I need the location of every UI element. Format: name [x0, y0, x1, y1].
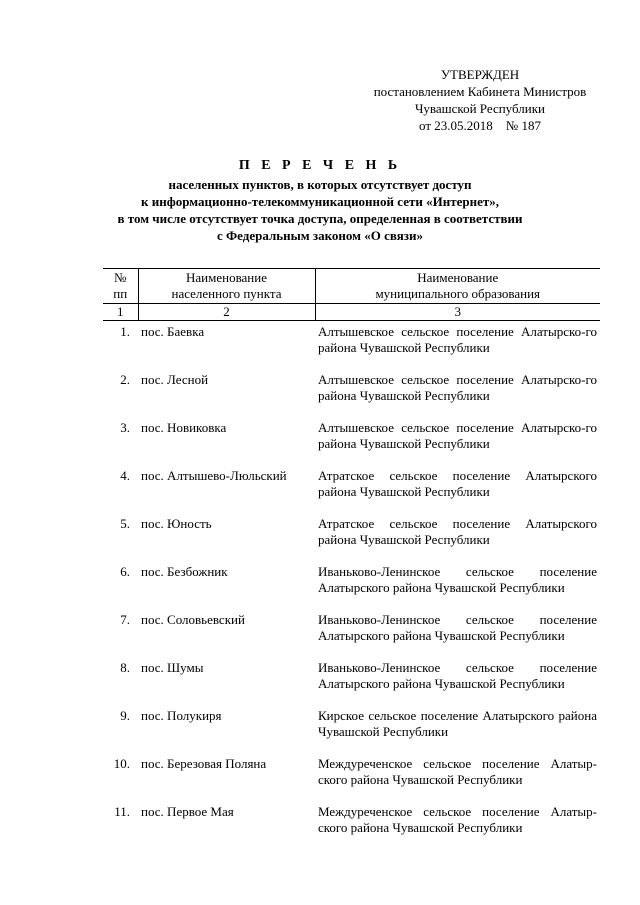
approval-republic: Чувашской Республики: [414, 101, 546, 116]
municipality-name: Междуреченское сельское поселение Алатыр-ского района Чувашской Республики: [318, 804, 597, 835]
header-settlement: Наименование населенного пункта: [138, 269, 315, 304]
approval-date-number: от 23.05.2018 № 187: [419, 118, 541, 133]
settlement-name: пос. Соловьевский: [141, 612, 245, 627]
municipality-name: Атратское сельское поселение Алатырского района Чувашской Республики: [318, 468, 597, 499]
table-row: [103, 705, 600, 753]
approval-stamp: [360, 66, 600, 134]
document-title: [60, 157, 580, 244]
municipality-name: Алтышевское сельское поселение Алатырско-го района Чувашской Республики: [318, 324, 597, 355]
column-number: 2: [138, 304, 315, 321]
table-row: [103, 801, 600, 849]
municipality-name: Иваньково-Ленинское сельское поселение Алатырского района Чувашской Республики: [318, 660, 597, 691]
table-row: [103, 609, 600, 657]
table-row: [103, 753, 600, 801]
settlement-name: пос. Алтышево-Люльский: [141, 468, 287, 483]
header-municipality: Наименование муниципального образования: [315, 269, 600, 304]
settlement-name: пос. Безбожник: [141, 564, 228, 579]
settlement-name: пос. Полукиря: [141, 708, 222, 723]
column-number: 3: [315, 304, 600, 321]
table-row: [103, 561, 600, 609]
table-row: [103, 417, 600, 465]
column-number: 1: [103, 304, 138, 321]
settlement-name: пос. Шумы: [141, 660, 204, 675]
row-number: 7.: [120, 612, 130, 627]
settlement-name: пос. Новиковка: [141, 420, 227, 435]
settlements-table: [103, 268, 600, 849]
settlement-name: пос. Лесной: [141, 372, 209, 387]
municipality-name: Иваньково-Ленинское сельское поселение Алатырского района Чувашской Республики: [318, 612, 597, 643]
row-number: 9.: [120, 708, 130, 723]
table-row: [103, 465, 600, 513]
title-line: с Федеральным законом «О связи»: [216, 228, 423, 243]
header-number: № пп: [103, 269, 138, 304]
title-line: к информационно-телекоммуникационной сети «Интернет»,: [141, 194, 499, 209]
title-line: населенных пунктов, в которых отсутствует доступ: [168, 177, 472, 192]
approval-issuer: постановлением Кабинета Министров: [373, 84, 587, 99]
table-row: [103, 321, 600, 370]
column-numbers-row: [103, 304, 600, 321]
settlement-name: пос. Юность: [141, 516, 212, 531]
row-number: 4.: [120, 468, 130, 483]
table-row: [103, 369, 600, 417]
municipality-name: Иваньково-Ленинское сельское поселение Алатырского района Чувашской Республики: [318, 564, 597, 595]
row-number: 3.: [120, 420, 130, 435]
municipality-name: Кирское сельское поселение Алатырского района Чувашской Республики: [318, 708, 597, 739]
row-number: 1.: [120, 324, 130, 339]
row-number: 8.: [120, 660, 130, 675]
title-heading: П Е Р Е Ч Е Н Ь: [238, 158, 402, 173]
row-number: 6.: [120, 564, 130, 579]
municipality-name: Алтышевское сельское поселение Алатырско-го района Чувашской Республики: [318, 372, 597, 403]
title-line: в том числе отсутствует точка доступа, определенная в соответствии: [117, 211, 523, 226]
row-number: 5.: [120, 516, 130, 531]
settlement-name: пос. Баевка: [141, 324, 205, 339]
settlement-name: пос. Первое Мая: [141, 804, 234, 819]
municipality-name: Междуреченское сельское поселение Алатыр-ского района Чувашской Республики: [318, 756, 597, 787]
row-number: 11.: [114, 804, 130, 819]
row-number: 10.: [113, 756, 130, 771]
table-row: [103, 657, 600, 705]
approval-title: УТВЕРЖДЕН: [440, 67, 520, 82]
table-header-row: [103, 269, 600, 304]
settlement-name: пос. Березовая Поляна: [141, 756, 267, 771]
municipality-name: Алтышевское сельское поселение Алатырско-го района Чувашской Республики: [318, 420, 597, 451]
table-row: [103, 513, 600, 561]
row-number: 2.: [120, 372, 130, 387]
municipality-name: Атратское сельское поселение Алатырского района Чувашской Республики: [318, 516, 597, 547]
